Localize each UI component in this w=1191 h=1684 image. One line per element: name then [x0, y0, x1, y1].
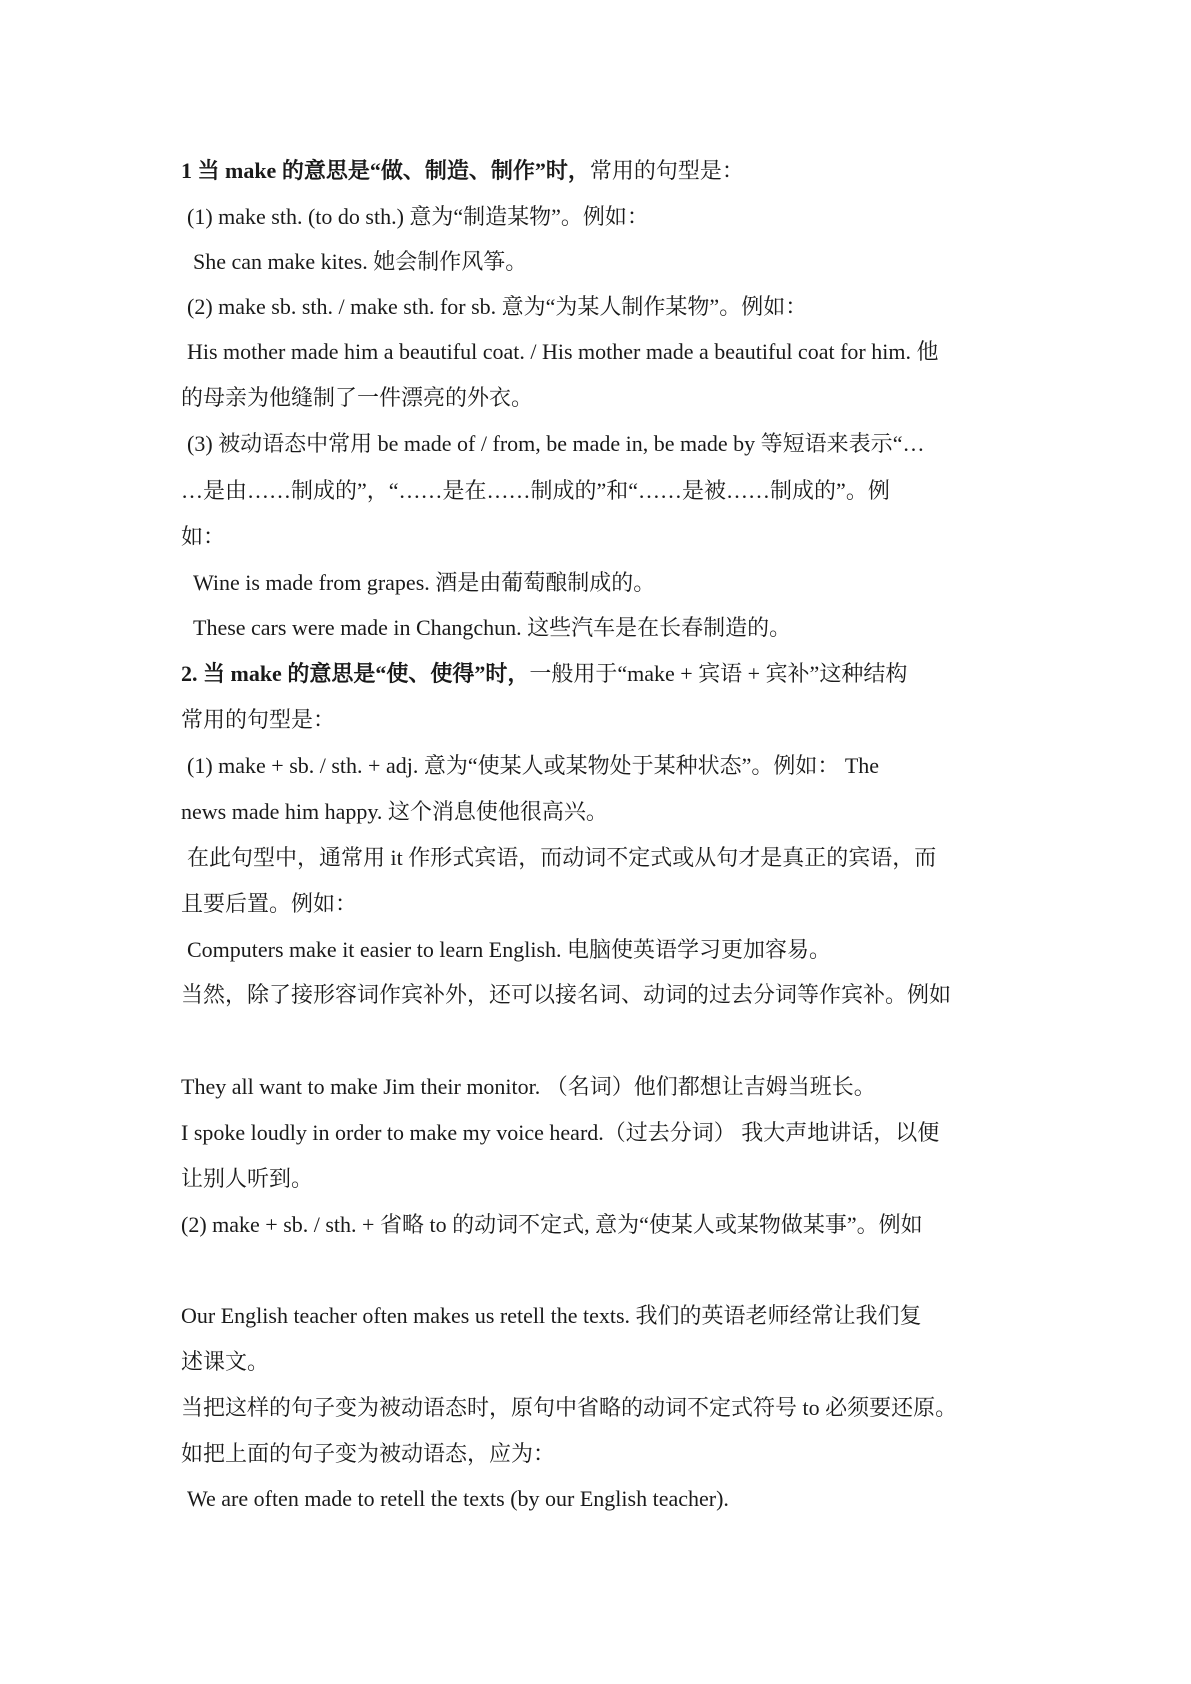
- paragraph-line: 在此句型中，通常用 it 作形式宾语，而动词不定式或从句才是真正的宾语，而: [187, 845, 937, 870]
- example-line: I spoke loudly in order to make my voice heard.（过去分词） 我大声地讲话，以便: [181, 1120, 940, 1145]
- paragraph-line: 当然，除了接形容词作宾补外，还可以接名词、动词的过去分词等作宾补。例如: [181, 982, 952, 1007]
- section-2-heading: [181, 659, 907, 689]
- paragraph-line: 如把上面的句子变为被动语态，应为：: [181, 1441, 556, 1466]
- example-line: We are often made to retell the texts (by our English teacher).: [187, 1486, 729, 1511]
- pattern-1-1: (1) make sth. (to do sth.) 意为“制造某物”。例如：: [187, 204, 649, 229]
- pattern-1-2: (2) make sb. sth. / make sth. for sb. 意为“为某人制作某物”。例如：: [187, 294, 808, 319]
- pattern-2-2: (2) make + sb. / sth. + 省略 to 的动词不定式, 意为“使某人或某物做某事”。例如: [181, 1212, 923, 1237]
- example-line: These cars were made in Changchun. 这些汽车是在长春制造的。: [193, 615, 792, 640]
- paragraph-line: 如：: [181, 524, 226, 549]
- section-1-heading: [181, 156, 744, 186]
- paragraph-line: …是由……制成的”，“……是在……制成的”和“……是被……制成的”。例: [181, 478, 890, 503]
- pattern-2-1: (1) make + sb. / sth. + adj. 意为“使某人或某物处于某种状态”。例如： The: [187, 753, 880, 778]
- example-line: She can make kites. 她会制作风筝。: [193, 249, 528, 274]
- section-2-heading-rest: 一般用于“make + 宾语 + 宾补”这种结构: [529, 661, 908, 686]
- paragraph-line: 常用的句型是：: [181, 707, 336, 732]
- example-line: 让别人听到。: [181, 1166, 314, 1191]
- example-line: His mother made him a beautiful coat. / His mother made a beautiful coat for him. 他: [187, 339, 939, 364]
- example-line: Computers make it easier to learn English. 电脑使英语学习更加容易。: [187, 937, 832, 962]
- section-1-heading-rest: 常用的句型是：: [589, 158, 744, 183]
- example-line: Our English teacher often makes us retell the texts. 我们的英语老师经常让我们复: [181, 1303, 922, 1328]
- example-line: 述课文。: [181, 1349, 270, 1374]
- example-line: 的母亲为他缝制了一件漂亮的外衣。: [181, 385, 534, 410]
- paragraph-line: 当把这样的句子变为被动语态时，原句中省略的动词不定式符号 to 必须要还原。: [181, 1395, 958, 1420]
- example-line: They all want to make Jim their monitor. （名词）他们都想让吉姆当班长。: [181, 1074, 876, 1099]
- section-1-heading-bold: 1 当 make 的意思是“做、制造、制作”时，: [181, 158, 590, 183]
- pattern-1-3: (3) 被动语态中常用 be made of / from, be made in, be made by 等短语来表示“…: [187, 431, 925, 456]
- section-2-heading-bold: 2. 当 make 的意思是“使、使得”时，: [181, 661, 530, 686]
- example-line: Wine is made from grapes. 酒是由葡萄酿制成的。: [193, 570, 656, 595]
- paragraph-line: 且要后置。例如：: [181, 891, 358, 916]
- example-line: news made him happy. 这个消息使他很高兴。: [181, 799, 608, 824]
